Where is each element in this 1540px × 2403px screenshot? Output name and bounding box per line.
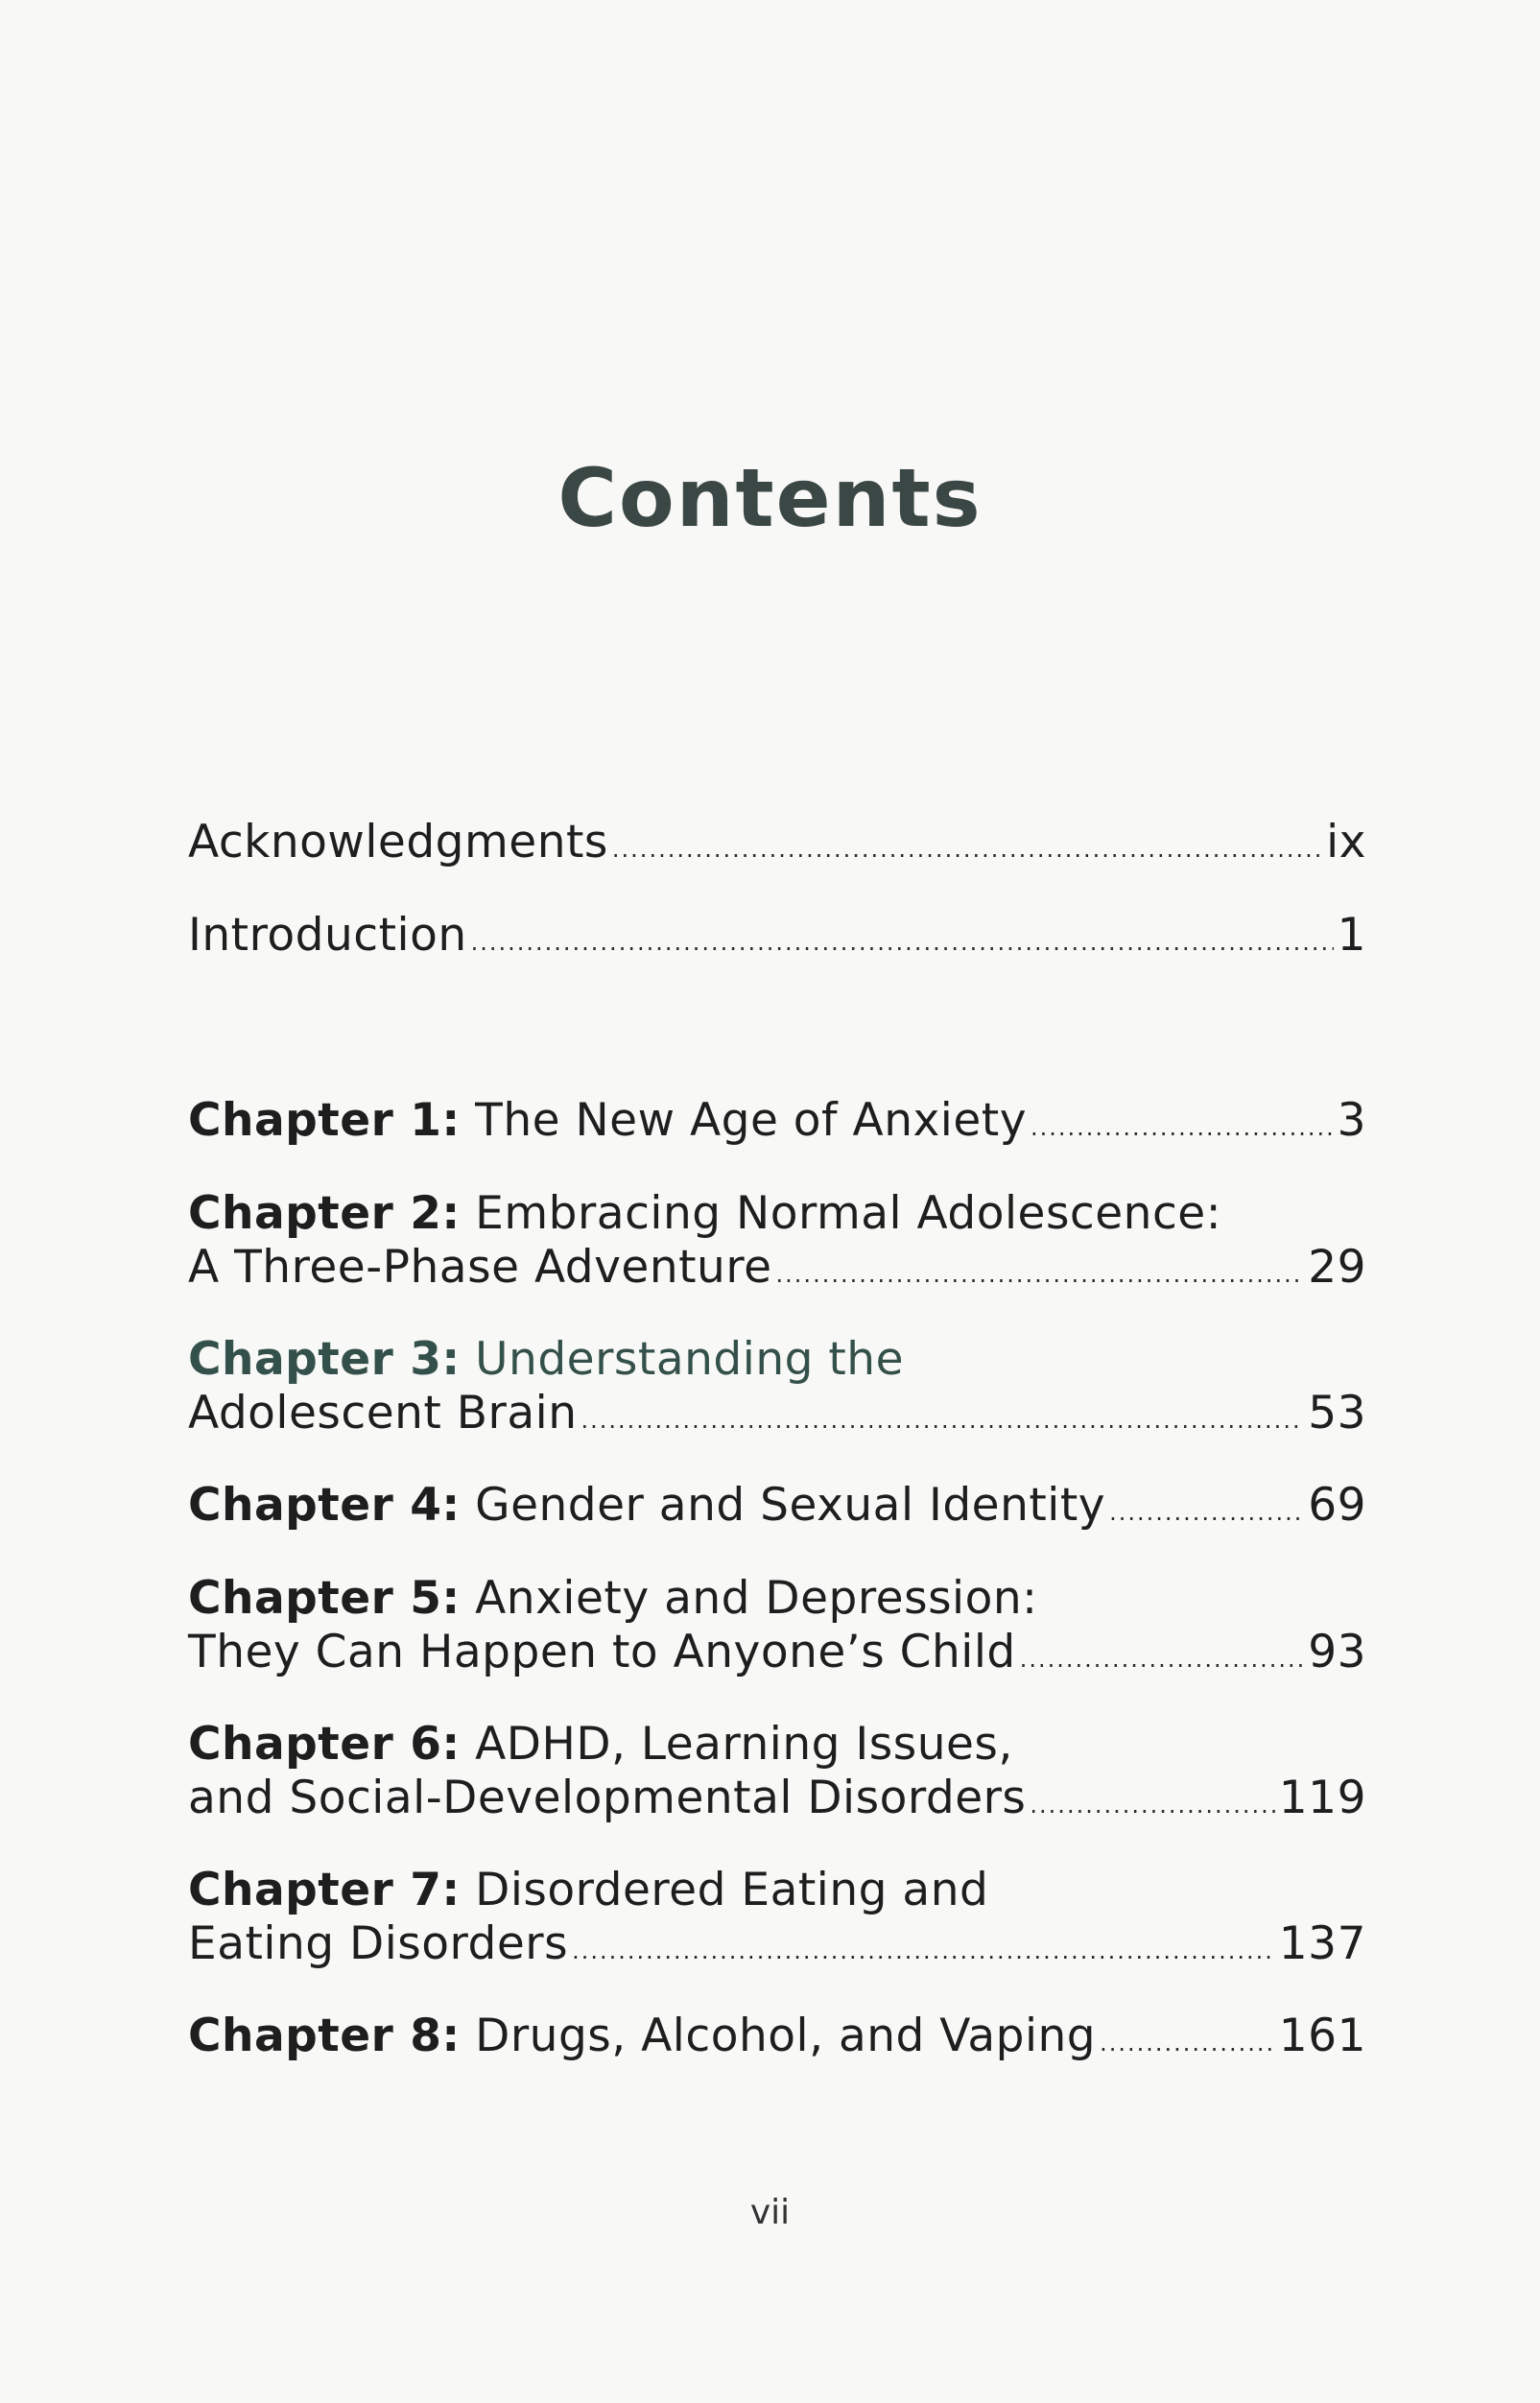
chapter-title: Drugs, Alcohol, and Vaping bbox=[475, 2010, 1097, 2062]
chapter-label: Chapter 3: bbox=[188, 1333, 461, 1386]
chapter-title: The New Age of Anxiety bbox=[475, 1094, 1028, 1147]
page-number-footer: vii bbox=[749, 2193, 791, 2232]
chapter-title: Gender and Sexual Identity bbox=[475, 1479, 1106, 1532]
page-title: Contents bbox=[557, 451, 983, 545]
dot-leader bbox=[1031, 1101, 1334, 1154]
dot-leader bbox=[1109, 1486, 1304, 1539]
toc-entry-acknowledgments bbox=[188, 816, 1366, 876]
toc-entry-chapter-6 bbox=[188, 1718, 1366, 1832]
dot-leader bbox=[1020, 1632, 1304, 1686]
chapter-label: Chapter 7: bbox=[188, 1864, 461, 1916]
dot-leader bbox=[612, 822, 1322, 876]
chapter-title: Understanding the bbox=[475, 1333, 905, 1386]
toc-entry-chapter-4 bbox=[188, 1479, 1366, 1539]
chapter-title: Anxiety and Depression: bbox=[475, 1572, 1038, 1625]
chapter-title-continued: A Three-Phase Adventure bbox=[188, 1241, 772, 1294]
dot-leader bbox=[572, 1924, 1275, 1978]
chapter-label: Chapter 6: bbox=[188, 1718, 461, 1771]
chapter-title-continued: Adolescent Brain bbox=[188, 1387, 578, 1439]
toc-page-number: 161 bbox=[1278, 2010, 1366, 2062]
toc-entry-chapter-3 bbox=[188, 1333, 1366, 1447]
toc-page-number: 69 bbox=[1308, 1479, 1366, 1532]
toc-entry-title: Acknowledgments bbox=[188, 816, 608, 868]
toc-entry-chapter-7 bbox=[188, 1864, 1366, 1978]
toc-page-number: 29 bbox=[1308, 1241, 1366, 1294]
toc-page-number: 93 bbox=[1308, 1626, 1366, 1678]
chapter-title: Disordered Eating and bbox=[475, 1864, 989, 1916]
toc-entry-chapter-1 bbox=[188, 1094, 1366, 1154]
toc-entry-title: Introduction bbox=[188, 909, 467, 962]
toc-entry-chapter-8 bbox=[188, 2010, 1366, 2070]
dot-leader bbox=[581, 1393, 1305, 1447]
chapter-title-continued: Eating Disorders bbox=[188, 1917, 569, 1970]
chapter-title: Embracing Normal Adolescence: bbox=[475, 1187, 1222, 1240]
chapter-label: Chapter 8: bbox=[188, 2010, 461, 2062]
chapter-label: Chapter 1: bbox=[188, 1094, 461, 1147]
chapter-label: Chapter 2: bbox=[188, 1187, 461, 1240]
toc-page-number: 119 bbox=[1278, 1772, 1366, 1824]
chapter-label: Chapter 5: bbox=[188, 1572, 461, 1625]
chapter-title-continued: and Social-Developmental Disorders bbox=[188, 1772, 1027, 1824]
toc-page-number: 53 bbox=[1308, 1387, 1366, 1439]
toc-page-number: 137 bbox=[1278, 1917, 1366, 1970]
dot-leader bbox=[1100, 2016, 1275, 2070]
chapter-title-continued: They Can Happen to Anyone’s Child bbox=[188, 1626, 1016, 1678]
dot-leader bbox=[776, 1248, 1305, 1301]
toc-page-number: ix bbox=[1326, 816, 1366, 868]
toc-entry-chapter-5 bbox=[188, 1572, 1366, 1686]
dot-leader bbox=[471, 916, 1334, 969]
toc-page-number: 1 bbox=[1337, 909, 1366, 962]
toc-page-number: 3 bbox=[1337, 1094, 1366, 1147]
toc-entry-chapter-2 bbox=[188, 1187, 1366, 1301]
toc-entry-introduction bbox=[188, 909, 1366, 969]
dot-leader bbox=[1030, 1778, 1274, 1832]
chapter-label: Chapter 4: bbox=[188, 1479, 461, 1532]
chapter-title: ADHD, Learning Issues, bbox=[475, 1718, 1013, 1771]
